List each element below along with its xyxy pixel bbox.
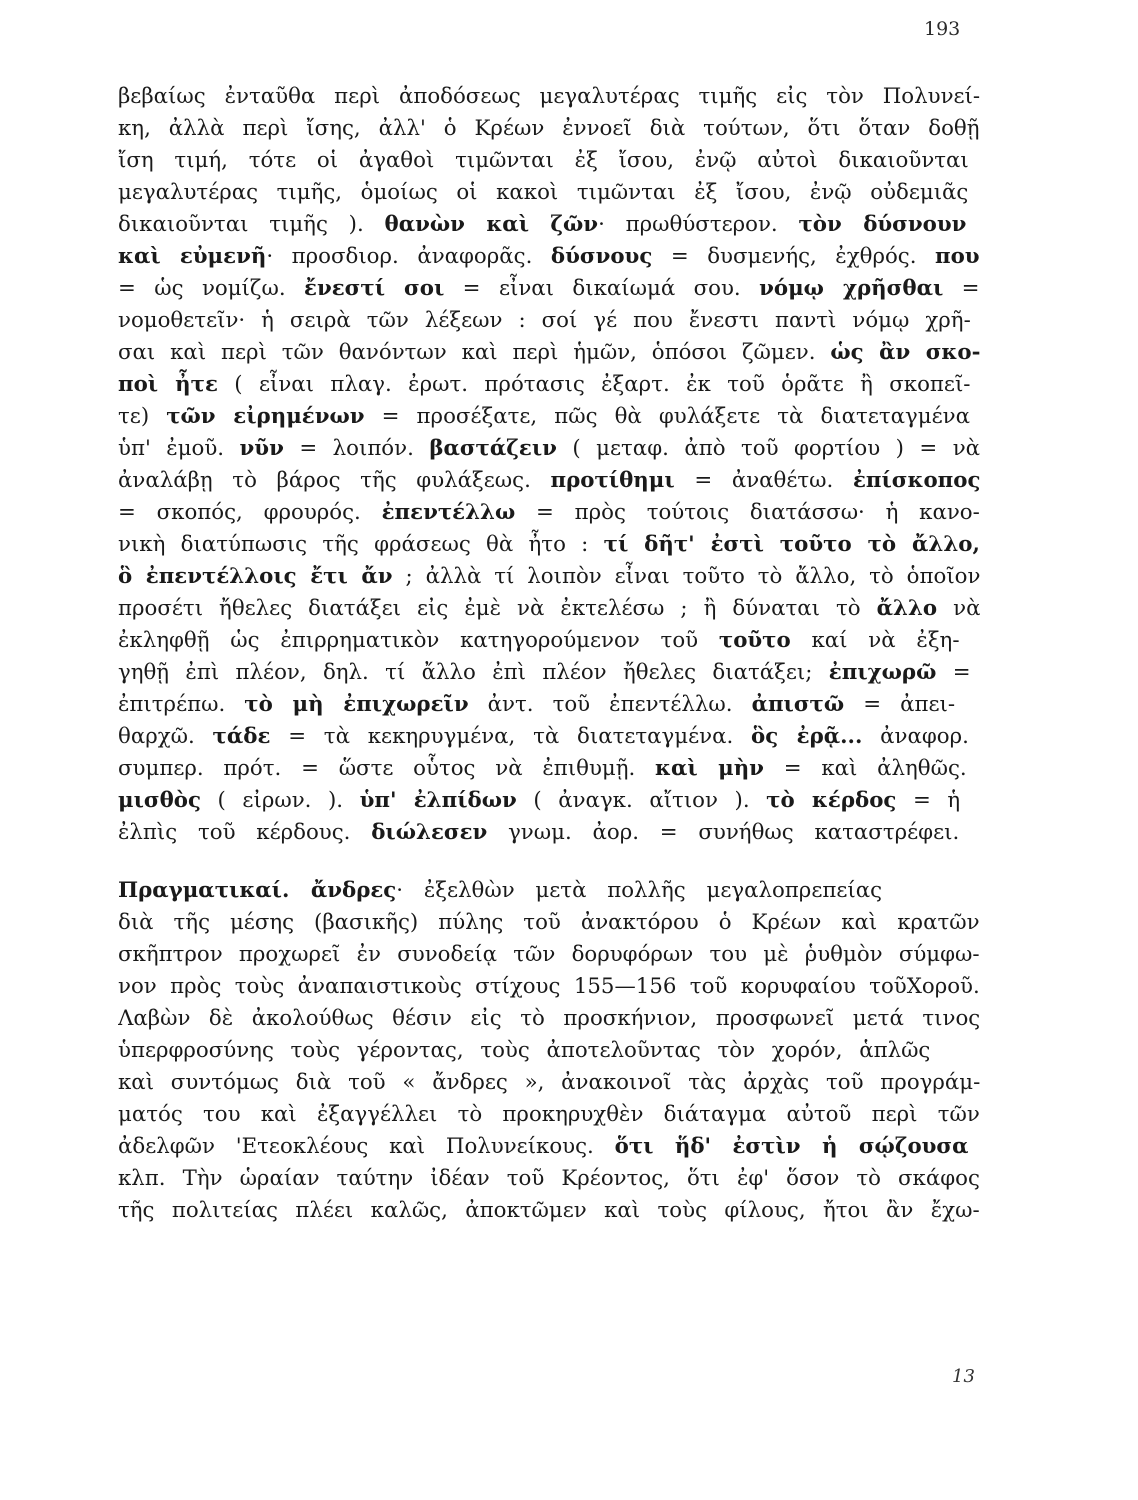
bold-term: προτίθημι	[550, 468, 675, 493]
text-run: = πρὸς τούτοις διατάσσω· ἡ κανο-	[515, 500, 980, 525]
text-line	[118, 273, 980, 305]
bold-term: ἐπίσκοπος	[852, 468, 980, 493]
text-line	[118, 1163, 980, 1195]
text-line	[118, 1067, 980, 1099]
text-run: · ἐξελθὼν μετὰ πολλῆς μεγαλοπρεπείας	[396, 878, 883, 903]
text-run: ἐκληφθῇ ὡς ἐπιρρηματικὸν κατηγορούμενον τοῦ	[118, 628, 719, 653]
text-line	[118, 971, 980, 1003]
text-line	[118, 785, 980, 817]
text-run: = ἡ	[896, 788, 961, 813]
text-line	[118, 561, 980, 593]
bold-term: τὸν δύσνουν	[798, 212, 967, 237]
text-run: · προσδιορ. ἀναφορᾶς.	[266, 244, 551, 269]
text-run: νον πρὸς τοὺς ἀναπαιστικοὺς στίχους 155—156 τοῦ κορυφαίου τοῦΧοροῦ.	[118, 974, 980, 999]
text-run: ( μεταφ. ἀπὸ τοῦ φορτίου ) = νὰ	[556, 436, 980, 461]
bold-term: ὡς ἂν σκο-	[830, 340, 980, 365]
text-run: = τὰ κεκηρυγμένα, τὰ διατεταγμένα.	[270, 724, 752, 749]
bold-term: ἐπεντέλλω	[381, 500, 516, 525]
text-run: σαι καὶ περὶ τῶν θανόντων καὶ περὶ ἡμῶν, ὁπόσοι ζῶμεν.	[118, 340, 831, 365]
text-line	[118, 657, 980, 689]
text-line	[118, 433, 980, 465]
paragraph-pragmatikai	[118, 875, 980, 1227]
bold-term: τί δῆτ' ἐστὶ τοῦτο τὸ ἄλλο,	[603, 532, 980, 557]
paragraph-commentary	[118, 81, 980, 849]
text-line	[118, 1003, 980, 1035]
text-run: ἀντ. τοῦ ἐπεντέλλω.	[468, 692, 752, 717]
bold-term: μισθὸς	[118, 788, 201, 813]
text-run: βεβαίως ἐνταῦθα περὶ ἀποδόσεως μεγαλυτέρας τιμῆς εἰς τὸν Πολυνεί-	[118, 84, 980, 109]
text-line	[118, 81, 980, 113]
bold-term: ἔνεστί σοι	[304, 276, 445, 301]
text-run: κη, ἀλλὰ περὶ ἴσης, ἀλλ' ὁ Κρέων ἐννοεῖ διὰ τούτων, ὅτι ὅταν δοθῇ	[118, 116, 980, 141]
bold-term: ἀπιστῶ	[751, 692, 845, 717]
text-run: = σκοπός, φρουρός.	[118, 500, 382, 525]
text-line	[118, 1099, 980, 1131]
text-line	[118, 753, 980, 785]
bold-term: νόμῳ χρῆσθαι	[759, 276, 944, 301]
text-run: ἀναλάβῃ τὸ βάρος τῆς φυλάξεως.	[118, 468, 551, 493]
page-number: 193	[924, 18, 961, 40]
text-line	[118, 689, 980, 721]
text-line	[118, 939, 980, 971]
text-run: νὰ	[937, 596, 980, 621]
text-run: γηθῇ ἐπὶ πλέον, δηλ. τί ἄλλο ἐπὶ πλέον ἤθελες διατάξει;	[118, 660, 829, 685]
text-run: = ὡς νομίζω.	[118, 276, 304, 301]
text-line	[118, 875, 980, 907]
text-run: ὑπερφροσύνης τοὺς γέροντας, τοὺς ἀποτελοῦντας τὸν χορόν, ἁπλῶς	[118, 1038, 931, 1063]
signature-mark: 13	[952, 1366, 975, 1387]
text-line	[118, 145, 980, 177]
text-line	[118, 305, 980, 337]
text-line	[118, 497, 980, 529]
text-run: ἀναφορ.	[862, 724, 969, 749]
text-run: = προσέξατε, πῶς θὰ φυλάξετε τὰ διατεταγμένα	[364, 404, 970, 429]
bold-term: βαστάζειν	[429, 436, 557, 461]
text-run: = ἀπει-	[844, 692, 956, 717]
text-run: = εἶναι δικαίωμά σου.	[444, 276, 760, 301]
text-block	[118, 81, 980, 1227]
text-run: νομοθετεῖν· ἡ σειρὰ τῶν λέξεων : σοί γέ που ἔνεστι παντὶ νόμῳ χρῆ-	[118, 308, 971, 333]
text-line	[118, 209, 980, 241]
bold-term: τὸ μὴ ἐπιχωρεῖν	[244, 692, 469, 717]
text-run: τῆς πολιτείας πλέει καλῶς, ἀποκτῶμεν καὶ τοὺς φίλους, ἤτοι ἂν ἔχω-	[118, 1198, 980, 1223]
text-run: μεγαλυτέρας τιμῆς, ὁμοίως οἱ κακοὶ τιμῶνται ἐξ ἴσου, ἐνῷ οὐδεμιᾶς	[118, 180, 969, 205]
text-run: =	[943, 276, 980, 301]
bold-term: ὃ ἐπεντέλλοις ἔτι ἄν	[118, 564, 393, 589]
bold-term: τῶν εἰρημένων	[166, 404, 365, 429]
bold-term: τάδε	[212, 724, 271, 749]
bold-term: ὑπ' ἐλπίδων	[359, 788, 517, 813]
bold-term: τοῦτο	[718, 628, 791, 653]
bold-term: ποὶ ἦτε	[118, 372, 218, 397]
text-run: νικὴ διατύπωσις τῆς φράσεως θὰ ἦτο :	[118, 532, 604, 557]
bold-term: ἄλλο	[876, 596, 938, 621]
text-run: σκῆπτρον προχωρεῖ ἐν συνοδείᾳ τῶν δορυφόρων του μὲ ῥυθμὸν σύμφω-	[118, 942, 980, 967]
text-run: ματός του καὶ ἐξαγγέλλει τὸ προκηρυχθὲν διάταγμα αὐτοῦ περὶ τῶν	[118, 1102, 980, 1127]
text-line	[118, 907, 980, 939]
bold-term: ὅτι ἥδ' ἐστὶν ἡ σῴζουσα	[614, 1134, 969, 1159]
text-line	[118, 241, 980, 273]
text-line	[118, 721, 980, 753]
paragraph-gap	[118, 849, 980, 875]
text-line	[118, 465, 980, 497]
text-run: = λοιπόν.	[283, 436, 430, 461]
text-line	[118, 1131, 980, 1163]
bold-term: νῦν	[239, 436, 284, 461]
text-run: ( ἀναγκ. αἴτιον ).	[516, 788, 767, 813]
text-run: · πρωθύστερον.	[598, 212, 799, 237]
bold-term: τὸ κέρδος	[766, 788, 897, 813]
text-run: ἐλπὶς τοῦ κέρδους.	[118, 820, 372, 845]
text-line	[118, 1195, 980, 1227]
text-run: ἴση τιμή, τότε οἱ ἀγαθοὶ τιμῶνται ἐξ ἴσου, ἐνῷ αὐτοὶ δικαιοῦνται	[118, 148, 969, 173]
text-run: γνωμ. ἀορ. = συνήθως καταστρέφει.	[487, 820, 960, 845]
text-line	[118, 1035, 980, 1067]
text-run: δικαιοῦνται τιμῆς ).	[118, 212, 385, 237]
bold-term: διώλεσεν	[371, 820, 488, 845]
text-run: = ἀναθέτω.	[674, 468, 853, 493]
text-run: =	[936, 660, 971, 685]
text-run: κλπ. Τὴν ὡραίαν ταύτην ἰδέαν τοῦ Κρέοντος, ὅτι ἐφ' ὅσον τὸ σκάφος	[118, 1166, 980, 1191]
text-run: θαρχῶ.	[118, 724, 213, 749]
bold-term: που	[935, 244, 980, 269]
text-run: = δυσμενής, ἐχθρός.	[652, 244, 936, 269]
text-run: τε)	[118, 404, 167, 429]
bold-term: καὶ εὐμενῆ	[118, 244, 267, 269]
text-run: ; ἀλλὰ τί λοιπὸν εἶναι τοῦτο τὸ ἄλλο, τὸ ὁποῖον	[392, 564, 980, 589]
bold-term: Πραγματικαί. ἄνδρες	[118, 878, 397, 903]
text-line	[118, 113, 980, 145]
text-run: συμπερ. πρότ. = ὥστε οὗτος νὰ ἐπιθυμῇ.	[118, 756, 656, 781]
text-run: ὑπ' ἐμοῦ.	[118, 436, 240, 461]
text-run: ( εἶναι πλαγ. ἐρωτ. πρότασις ἐξαρτ. ἐκ τοῦ ὁρᾶτε ἢ σκοπεῖ-	[217, 372, 971, 397]
text-line	[118, 401, 980, 433]
bold-term: ὃς ἐρᾷ...	[751, 724, 863, 749]
text-line	[118, 337, 980, 369]
text-run: Λαβὼν δὲ ἀκολούθως θέσιν εἰς τὸ προσκήνιον, προσφωνεῖ μετά τινος	[118, 1006, 980, 1031]
text-run: ( εἰρων. ).	[200, 788, 360, 813]
text-run: ἀδελφῶν 'Ετεοκλέους καὶ Πολυνείκους.	[118, 1134, 615, 1159]
text-line	[118, 625, 980, 657]
text-run: καί νὰ ἐξη-	[790, 628, 960, 653]
bold-term: δύσνους	[550, 244, 653, 269]
text-run: προσέτι ἤθελες διατάξει εἰς ἐμὲ νὰ ἐκτελέσω ; ἢ δύναται τὸ	[118, 596, 877, 621]
bold-term: καὶ μὴν	[655, 756, 764, 781]
text-run: ἐπιτρέπω.	[118, 692, 245, 717]
text-line	[118, 817, 980, 849]
bold-term: ἐπιχωρῶ	[828, 660, 937, 685]
text-run: διὰ τῆς μέσης (βασικῆς) πύλης τοῦ ἀνακτόρου ὁ Κρέων καὶ κρατῶν	[118, 910, 980, 935]
text-run: = καὶ ἀληθῶς.	[763, 756, 967, 781]
text-line	[118, 177, 980, 209]
text-run: καὶ συντόμως διὰ τοῦ « ἄνδρες », ἀνακοινοῖ τὰς ἀρχὰς τοῦ προγράμ-	[118, 1070, 980, 1095]
text-line	[118, 369, 980, 401]
text-line	[118, 593, 980, 625]
bold-term: θανὼν καὶ ζῶν	[384, 212, 599, 237]
text-line	[118, 529, 980, 561]
